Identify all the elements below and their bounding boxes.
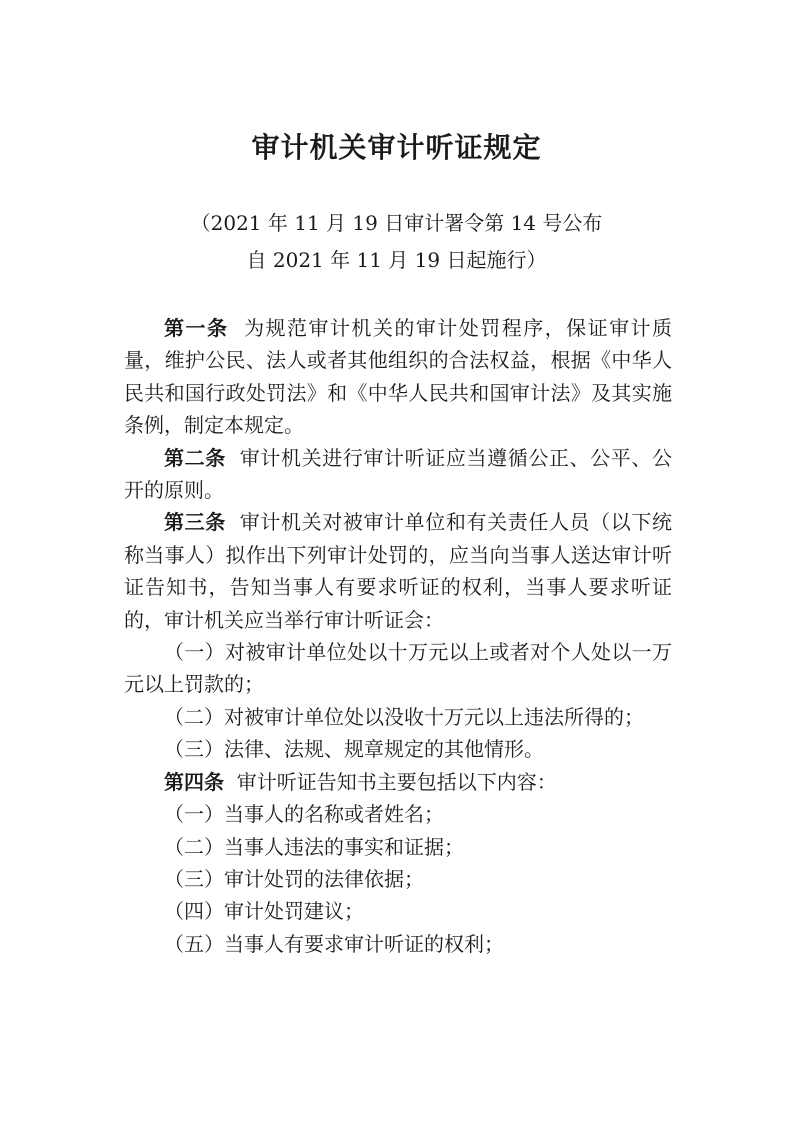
article-label: 第四条 <box>164 769 224 794</box>
list-item-text: （二）当事人违法的事实和证据； <box>164 834 464 859</box>
article-3 <box>124 506 672 636</box>
list-item <box>124 798 672 830</box>
list-item-text: （一）当事人的名称或者姓名； <box>164 802 444 827</box>
article-text: 审计机关进行审计听证应当遵循公正、公平、公开的原则。 <box>124 445 673 503</box>
article-label: 第三条 <box>164 510 226 535</box>
list-item-text: （四）审计处罚建议； <box>164 899 364 924</box>
document-body <box>124 312 672 960</box>
list-item-text: （三）审计处罚的法律依据； <box>164 866 424 891</box>
list-item <box>124 636 672 701</box>
list-item <box>124 928 672 960</box>
publication-note-line-1: （2021 年 11 月 19 日审计署令第 14 号公布 <box>190 211 603 235</box>
article-text: 审计听证告知书主要包括以下内容： <box>236 769 557 794</box>
publication-note-line-2: 自 2021 年 11 月 19 日起施行） <box>246 248 547 272</box>
article-2 <box>124 442 672 507</box>
article-4 <box>124 766 672 798</box>
article-text: 审计机关对被审计单位和有关责任人员（以下统称当事人）拟作出下列审计处罚的，应当向当事人送达审计听证告知书，告知当事人有要求听证的权利，当事人要求听证的，审计机关应当举行审计听证会： <box>124 510 673 632</box>
list-item <box>124 831 672 863</box>
page-title: 审计机关审计听证规定 <box>251 131 542 164</box>
article-label: 第一条 <box>164 316 229 340</box>
article-1 <box>124 312 672 442</box>
list-item-text: （一）对被审计单位处以十万元以上或者对个人处以一万元以上罚款的； <box>124 640 672 697</box>
list-item <box>124 701 672 733</box>
list-item <box>124 863 672 895</box>
list-item-text: （三）法律、法规、规章规定的其他情形。 <box>164 737 544 762</box>
list-item <box>124 895 672 927</box>
list-item-text: （五）当事人有要求审计听证的权利； <box>164 931 504 956</box>
article-text: 为规范审计机关的审计处罚程序，保证审计质量，维护公民、法人或者其他组织的合法权益，根据《中华人民共和国行政处罚法》和《中华人民共和国审计法》及其实施条例，制定本规定。 <box>124 316 673 438</box>
article-label: 第二条 <box>164 445 226 470</box>
publication-note <box>0 205 793 279</box>
list-item <box>124 733 672 765</box>
list-item-text: （二）对被审计单位处以没收十万元以上违法所得的； <box>164 704 644 729</box>
